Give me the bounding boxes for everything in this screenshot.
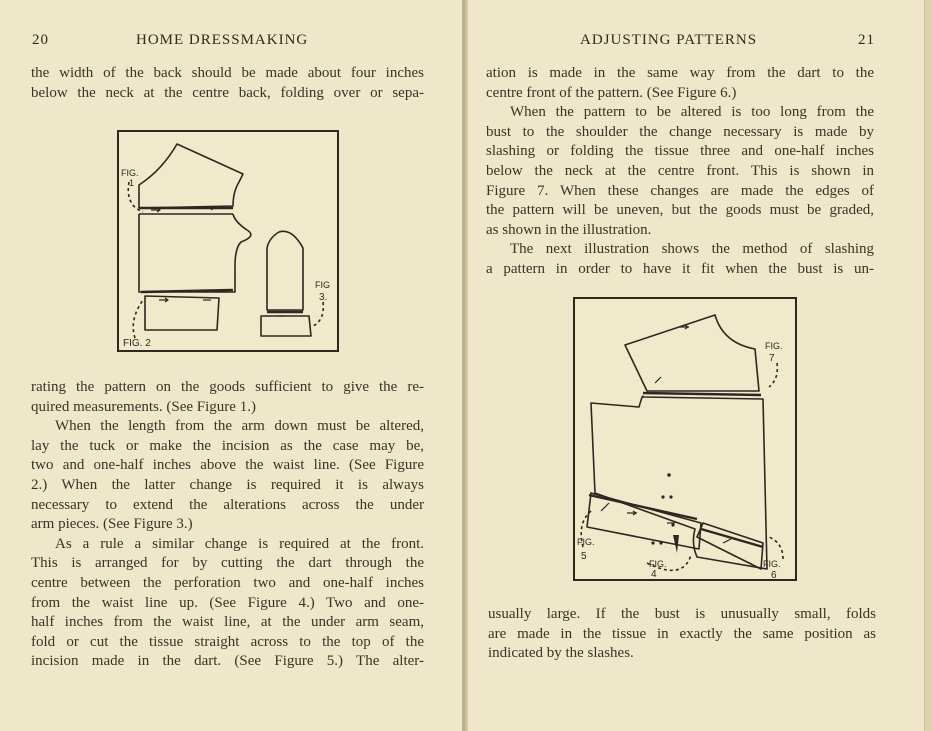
text-line: two and one-half inches above the waist line. (See Figure (31, 457, 424, 474)
fig6-label: FIG. (763, 559, 781, 569)
text-line: 2.) When the latter change is required it is always (31, 476, 424, 493)
left-page (0, 0, 462, 731)
text-line: usually large. If the bust is unusually small, folds (488, 606, 876, 622)
text-line: This is arranged for by cutting the dart through the (31, 555, 424, 572)
fig4-number: 4 (651, 569, 657, 580)
text-line: The next illustration shows the method of slashing (510, 241, 874, 258)
right-page (468, 0, 931, 731)
text-line: centre between the perforation two and one-half inches (31, 574, 424, 591)
text-line: When the pattern to be altered is too long from the (510, 104, 874, 121)
text-line: fold or cut the tissue straight across to the top of the (31, 633, 424, 650)
fig3-number: 3. (319, 292, 328, 303)
text-line: a pattern in order to have it fit when the bust is un- (486, 260, 874, 277)
page-number: 20 (32, 32, 49, 48)
text-block-top (486, 64, 874, 280)
text-line: incision made in the dart. (See Figure 5.) The alter- (31, 653, 424, 670)
text-line: necessary to extend the alterations across the under (31, 496, 424, 513)
text-line: quired measurements. (See Figure 1.) (31, 398, 256, 415)
fig5-number: 5 (581, 551, 587, 562)
pattern-illustration (117, 130, 339, 352)
text-line: the width of the back should be made about four inches (31, 65, 424, 81)
text-line: rating the pattern on the goods sufficient to give the re- (31, 379, 424, 395)
pattern-illustration (573, 297, 797, 581)
figure-back-pattern (117, 130, 339, 352)
text-line: the pattern will be uneven, but the goods must be graded, (486, 202, 874, 219)
fig5-label: FIG. (577, 537, 595, 547)
text-line: ation is made in the same way from the dart to the (486, 65, 874, 81)
text-line: slashing or folding the tissue three and one-half inches (486, 143, 874, 160)
running-head: ADJUSTING PATTERNS (580, 32, 758, 48)
fig1-number: 1 (129, 178, 135, 188)
fig6-number: 6 (771, 570, 777, 581)
fig3-label: FIG (315, 280, 330, 290)
page-edge (924, 0, 931, 731)
page-number: 21 (858, 32, 875, 48)
text-line: bust to the shoulder the change necessary is made by (486, 123, 874, 140)
text-line: As a rule a similar change is required at the front. (55, 535, 424, 552)
text-block-bottom (488, 605, 876, 664)
text-line: below the neck at the centre front. This is shown in (486, 162, 874, 179)
fig4-label: FIG. (649, 559, 667, 569)
text-line: Figure 7. When these changes are made the edges of (486, 182, 874, 199)
text-line: as shown in the illustration. (486, 221, 652, 238)
text-line: half inches from the waist line, at the under arm seam, (31, 614, 424, 631)
fig2-label: FIG. 2 (123, 338, 151, 349)
fig7-label: FIG. (765, 341, 783, 351)
text-line: arm pieces. (See Figure 3.) (31, 516, 193, 533)
text-line: When the length from the arm down must be altered, (55, 418, 424, 435)
text-block-main (31, 378, 424, 672)
text-line: indicated by the slashes. (488, 645, 634, 662)
text-line: below the neck at the centre back, folding over or sepa- (31, 84, 424, 101)
figure-front-pattern (573, 297, 797, 581)
text-block-top (31, 64, 424, 103)
fig7-number: 7 (769, 353, 775, 364)
fig1-label: FIG. (121, 168, 139, 178)
text-line: centre front of the pattern. (See Figure 6.) (486, 84, 737, 101)
text-line: from the waist line up. (See Figure 4.) Two and one- (31, 594, 424, 611)
text-line: lay the tuck or make the incision as the case may be, (31, 437, 424, 454)
running-head: HOME DRESSMAKING (136, 32, 309, 48)
text-line: are made in the tissue in exactly the same position as (488, 625, 876, 642)
